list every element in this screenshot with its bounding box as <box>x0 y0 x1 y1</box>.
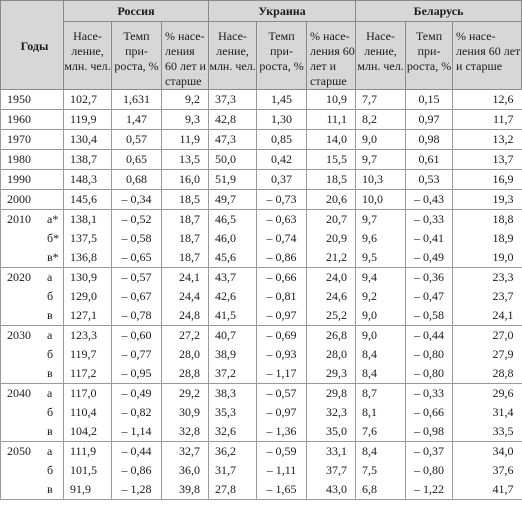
table-row <box>1 229 522 248</box>
russia-growth-rate-cell: – 0,82 <box>112 403 162 422</box>
russia-elderly-share-cell: 32,7 <box>162 442 209 462</box>
russia-growth-rate-cell: – 0,77 <box>112 345 162 364</box>
belarus-growth-rate-cell: – 1,22 <box>406 480 453 500</box>
ukraine-population-cell: 32,6 <box>209 422 257 442</box>
ukraine-growth-rate-cell: – 1,17 <box>257 364 307 384</box>
belarus-growth-rate-cell: – 0,66 <box>406 403 453 422</box>
table-row <box>1 364 522 384</box>
belarus-population-cell: 8,7 <box>356 384 406 404</box>
variant-label: в <box>47 366 53 380</box>
table-row <box>1 130 522 150</box>
russia-growth-rate-cell: – 0,60 <box>112 326 162 346</box>
russia-elderly-share-cell: 28,0 <box>162 345 209 364</box>
russia-elderly-share-cell: 18,7 <box>162 210 209 230</box>
subheader-population: Насе-ление, млн. чел. <box>209 22 257 90</box>
year-label: 1990 <box>7 172 31 186</box>
year-cell <box>1 190 64 210</box>
belarus-growth-rate-cell: – 0,43 <box>406 190 453 210</box>
variant-label: а <box>47 328 53 342</box>
subheader-growth-rate: Темп при-роста, % <box>257 22 307 90</box>
ukraine-population-cell: 38,9 <box>209 345 257 364</box>
variant-label: в* <box>47 250 59 264</box>
table-row <box>1 248 522 268</box>
belarus-population-cell: 10,3 <box>356 170 406 190</box>
russia-growth-rate-cell: 0,68 <box>112 170 162 190</box>
russia-elderly-share-cell: 9,2 <box>162 90 209 110</box>
ukraine-growth-rate-cell: – 0,97 <box>257 306 307 326</box>
year-label: 1980 <box>7 152 31 166</box>
table-row <box>1 170 522 190</box>
ukraine-elderly-share-cell: 35,0 <box>307 422 356 442</box>
belarus-growth-rate-cell: – 0,36 <box>406 268 453 288</box>
variant-label: в <box>47 308 53 322</box>
belarus-elderly-share-cell: 31,4 <box>453 403 522 422</box>
belarus-population-cell: 9,6 <box>356 229 406 248</box>
russia-growth-rate-cell: – 0,34 <box>112 190 162 210</box>
russia-growth-rate-cell: – 0,49 <box>112 384 162 404</box>
russia-population-cell: 102,7 <box>64 90 112 110</box>
russia-elderly-share-cell: 18,7 <box>162 248 209 268</box>
belarus-population-cell: 9,2 <box>356 287 406 306</box>
russia-population-cell: 138,1 <box>64 210 112 230</box>
variant-label: а* <box>47 212 59 226</box>
ukraine-elderly-share-cell: 37,7 <box>307 461 356 480</box>
russia-population-cell: 119,9 <box>64 110 112 130</box>
year-label: 2000 <box>7 192 31 206</box>
belarus-growth-rate-cell: – 0,80 <box>406 364 453 384</box>
subheader-population: Насе-ление, млн. чел. <box>356 22 406 90</box>
table-row <box>1 287 522 306</box>
ukraine-elderly-share-cell: 24,6 <box>307 287 356 306</box>
table-row <box>1 306 522 326</box>
ukraine-population-cell: 46,0 <box>209 229 257 248</box>
year-cell <box>1 130 64 150</box>
belarus-growth-rate-cell: – 0,80 <box>406 345 453 364</box>
year-label: 2050 <box>7 444 31 458</box>
belarus-population-cell: 6,8 <box>356 480 406 500</box>
subheader-elderly-share: % насе-ления 60 лет и старше <box>453 22 522 90</box>
russia-population-cell: 123,3 <box>64 326 112 346</box>
russia-population-cell: 145,6 <box>64 190 112 210</box>
russia-population-cell: 119,7 <box>64 345 112 364</box>
years-column-header: Годы <box>1 1 64 90</box>
table-row <box>1 110 522 130</box>
table-row <box>1 210 522 230</box>
russia-elderly-share-cell: 36,0 <box>162 461 209 480</box>
belarus-growth-rate-cell: – 0,33 <box>406 384 453 404</box>
belarus-growth-rate-cell: 0,53 <box>406 170 453 190</box>
russia-population-cell: 104,2 <box>64 422 112 442</box>
table-row <box>1 326 522 346</box>
belarus-growth-rate-cell: – 0,80 <box>406 461 453 480</box>
ukraine-elderly-share-cell: 33,1 <box>307 442 356 462</box>
ukraine-elderly-share-cell: 28,0 <box>307 345 356 364</box>
subheader-population: Насе-ление, млн. чел. <box>64 22 112 90</box>
belarus-elderly-share-cell: 34,0 <box>453 442 522 462</box>
ukraine-population-cell: 49,7 <box>209 190 257 210</box>
ukraine-elderly-share-cell: 10,9 <box>307 90 356 110</box>
belarus-population-cell: 8,4 <box>356 442 406 462</box>
year-cell <box>1 480 64 500</box>
ukraine-population-cell: 50,0 <box>209 150 257 170</box>
country-header-russia: Россия <box>64 1 209 22</box>
year-cell <box>1 287 64 306</box>
russia-population-cell: 91,9 <box>64 480 112 500</box>
russia-elderly-share-cell: 24,8 <box>162 306 209 326</box>
ukraine-population-cell: 42,8 <box>209 110 257 130</box>
ukraine-population-cell: 36,2 <box>209 442 257 462</box>
year-cell <box>1 326 64 346</box>
year-cell <box>1 442 64 462</box>
year-cell <box>1 345 64 364</box>
belarus-growth-rate-cell: 0,97 <box>406 110 453 130</box>
ukraine-population-cell: 51,9 <box>209 170 257 190</box>
belarus-population-cell: 8,4 <box>356 345 406 364</box>
table-row <box>1 480 522 500</box>
ukraine-growth-rate-cell: – 0,81 <box>257 287 307 306</box>
belarus-population-cell: 8,1 <box>356 403 406 422</box>
russia-population-cell: 148,3 <box>64 170 112 190</box>
belarus-elderly-share-cell: 23,3 <box>453 268 522 288</box>
russia-growth-rate-cell: 1,47 <box>112 110 162 130</box>
table-header <box>1 1 522 90</box>
year-cell <box>1 229 64 248</box>
variant-label: б <box>47 347 54 361</box>
variant-label: б <box>47 289 54 303</box>
year-label: 2010 <box>7 212 31 226</box>
belarus-growth-rate-cell: – 0,98 <box>406 422 453 442</box>
belarus-elderly-share-cell: 28,8 <box>453 364 522 384</box>
belarus-elderly-share-cell: 12,6 <box>453 90 522 110</box>
russia-elderly-share-cell: 32,8 <box>162 422 209 442</box>
belarus-elderly-share-cell: 23,7 <box>453 287 522 306</box>
russia-population-cell: 137,5 <box>64 229 112 248</box>
belarus-population-cell: 9,0 <box>356 130 406 150</box>
year-cell <box>1 461 64 480</box>
belarus-population-cell: 9,4 <box>356 268 406 288</box>
belarus-elderly-share-cell: 18,9 <box>453 229 522 248</box>
russia-growth-rate-cell: – 1,28 <box>112 480 162 500</box>
russia-population-cell: 117,0 <box>64 384 112 404</box>
ukraine-population-cell: 43,7 <box>209 268 257 288</box>
ukraine-population-cell: 35,3 <box>209 403 257 422</box>
russia-elderly-share-cell: 16,0 <box>162 170 209 190</box>
russia-elderly-share-cell: 39,8 <box>162 480 209 500</box>
belarus-elderly-share-cell: 37,6 <box>453 461 522 480</box>
belarus-elderly-share-cell: 24,1 <box>453 306 522 326</box>
russia-population-cell: 117,2 <box>64 364 112 384</box>
belarus-elderly-share-cell: 27,0 <box>453 326 522 346</box>
russia-elderly-share-cell: 13,5 <box>162 150 209 170</box>
ukraine-growth-rate-cell: 0,37 <box>257 170 307 190</box>
ukraine-elderly-share-cell: 29,8 <box>307 384 356 404</box>
russia-population-cell: 129,0 <box>64 287 112 306</box>
ukraine-growth-rate-cell: 1,30 <box>257 110 307 130</box>
russia-growth-rate-cell: – 0,58 <box>112 229 162 248</box>
year-cell <box>1 210 64 230</box>
belarus-growth-rate-cell: – 0,37 <box>406 442 453 462</box>
belarus-growth-rate-cell: 0,15 <box>406 90 453 110</box>
ukraine-growth-rate-cell: – 0,57 <box>257 384 307 404</box>
russia-elderly-share-cell: 9,3 <box>162 110 209 130</box>
ukraine-elderly-share-cell: 20,7 <box>307 210 356 230</box>
table-row <box>1 90 522 110</box>
russia-elderly-share-cell: 18,7 <box>162 229 209 248</box>
ukraine-growth-rate-cell: 0,85 <box>257 130 307 150</box>
variant-label: б <box>47 463 54 477</box>
belarus-elderly-share-cell: 33,5 <box>453 422 522 442</box>
variant-label: б <box>47 405 54 419</box>
ukraine-population-cell: 37,2 <box>209 364 257 384</box>
ukraine-population-cell: 42,6 <box>209 287 257 306</box>
year-cell <box>1 150 64 170</box>
ukraine-growth-rate-cell: 0,42 <box>257 150 307 170</box>
russia-population-cell: 127,1 <box>64 306 112 326</box>
russia-growth-rate-cell: – 0,67 <box>112 287 162 306</box>
country-header-ukraine: Украина <box>209 1 356 22</box>
table-row <box>1 403 522 422</box>
variant-label: б* <box>47 231 60 245</box>
year-label: 2020 <box>7 270 31 284</box>
year-cell <box>1 170 64 190</box>
year-cell <box>1 422 64 442</box>
belarus-growth-rate-cell: – 0,47 <box>406 287 453 306</box>
ukraine-elderly-share-cell: 25,2 <box>307 306 356 326</box>
table-row <box>1 461 522 480</box>
russia-population-cell: 110,4 <box>64 403 112 422</box>
russia-elderly-share-cell: 27,2 <box>162 326 209 346</box>
belarus-elderly-share-cell: 41,7 <box>453 480 522 500</box>
subheader-growth-rate: Темп при-роста, % <box>406 22 453 90</box>
ukraine-population-cell: 46,5 <box>209 210 257 230</box>
subheader-growth-rate: Темп при-роста, % <box>112 22 162 90</box>
russia-population-cell: 130,9 <box>64 268 112 288</box>
variant-label: а <box>47 386 53 400</box>
belarus-elderly-share-cell: 29,6 <box>453 384 522 404</box>
ukraine-elderly-share-cell: 32,3 <box>307 403 356 422</box>
russia-growth-rate-cell: – 0,52 <box>112 210 162 230</box>
russia-elderly-share-cell: 24,1 <box>162 268 209 288</box>
russia-elderly-share-cell: 18,5 <box>162 190 209 210</box>
belarus-population-cell: 7,6 <box>356 422 406 442</box>
ukraine-growth-rate-cell: – 1,11 <box>257 461 307 480</box>
belarus-population-cell: 9,7 <box>356 210 406 230</box>
country-header-belarus: Беларусь <box>356 1 522 22</box>
variant-label: а <box>47 270 53 284</box>
year-cell <box>1 364 64 384</box>
belarus-elderly-share-cell: 13,2 <box>453 130 522 150</box>
russia-growth-rate-cell: – 0,95 <box>112 364 162 384</box>
ukraine-elderly-share-cell: 24,0 <box>307 268 356 288</box>
belarus-elderly-share-cell: 13,7 <box>453 150 522 170</box>
ukraine-growth-rate-cell: – 1,36 <box>257 422 307 442</box>
belarus-growth-rate-cell: – 0,41 <box>406 229 453 248</box>
year-label: 1960 <box>7 112 31 126</box>
subheader-elderly-share: % насе-ления 60 лет и старше <box>307 22 356 90</box>
belarus-growth-rate-cell: 0,61 <box>406 150 453 170</box>
belarus-population-cell: 8,2 <box>356 110 406 130</box>
belarus-population-cell: 9,7 <box>356 150 406 170</box>
russia-population-cell: 130,4 <box>64 130 112 150</box>
russia-elderly-share-cell: 11,9 <box>162 130 209 150</box>
ukraine-growth-rate-cell: – 0,59 <box>257 442 307 462</box>
variant-label: в <box>47 424 53 438</box>
ukraine-elderly-share-cell: 26,8 <box>307 326 356 346</box>
russia-elderly-share-cell: 30,9 <box>162 403 209 422</box>
russia-growth-rate-cell: 0,65 <box>112 150 162 170</box>
belarus-population-cell: 9,5 <box>356 248 406 268</box>
russia-growth-rate-cell: – 1,14 <box>112 422 162 442</box>
year-label: 1970 <box>7 132 31 146</box>
belarus-population-cell: 9,0 <box>356 326 406 346</box>
variant-label: а <box>47 444 53 458</box>
belarus-population-cell: 8,4 <box>356 364 406 384</box>
table-row <box>1 345 522 364</box>
ukraine-elderly-share-cell: 15,5 <box>307 150 356 170</box>
ukraine-elderly-share-cell: 20,6 <box>307 190 356 210</box>
ukraine-elderly-share-cell: 21,2 <box>307 248 356 268</box>
belarus-population-cell: 10,0 <box>356 190 406 210</box>
russia-population-cell: 136,8 <box>64 248 112 268</box>
russia-growth-rate-cell: – 0,57 <box>112 268 162 288</box>
belarus-elderly-share-cell: 19,0 <box>453 248 522 268</box>
ukraine-population-cell: 45,6 <box>209 248 257 268</box>
russia-growth-rate-cell: – 0,78 <box>112 306 162 326</box>
year-label: 1950 <box>7 92 31 106</box>
ukraine-elderly-share-cell: 29,3 <box>307 364 356 384</box>
belarus-elderly-share-cell: 18,8 <box>453 210 522 230</box>
table-row <box>1 190 522 210</box>
russia-growth-rate-cell: – 0,44 <box>112 442 162 462</box>
russia-population-cell: 138,7 <box>64 150 112 170</box>
year-cell <box>1 248 64 268</box>
table-row <box>1 268 522 288</box>
belarus-population-cell: 7,5 <box>356 461 406 480</box>
belarus-elderly-share-cell: 11,7 <box>453 110 522 130</box>
russia-growth-rate-cell: – 0,65 <box>112 248 162 268</box>
table-row <box>1 150 522 170</box>
year-cell <box>1 90 64 110</box>
belarus-growth-rate-cell: – 0,49 <box>406 248 453 268</box>
year-cell <box>1 110 64 130</box>
ukraine-elderly-share-cell: 11,1 <box>307 110 356 130</box>
table-row <box>1 442 522 462</box>
ukraine-population-cell: 47,3 <box>209 130 257 150</box>
ukraine-growth-rate-cell: – 0,93 <box>257 345 307 364</box>
russia-population-cell: 111,9 <box>64 442 112 462</box>
ukraine-population-cell: 41,5 <box>209 306 257 326</box>
ukraine-elderly-share-cell: 14,0 <box>307 130 356 150</box>
ukraine-elderly-share-cell: 20,9 <box>307 229 356 248</box>
year-label: 2030 <box>7 328 31 342</box>
ukraine-growth-rate-cell: – 0,66 <box>257 268 307 288</box>
ukraine-elderly-share-cell: 18,5 <box>307 170 356 190</box>
ukraine-growth-rate-cell: – 0,69 <box>257 326 307 346</box>
year-cell <box>1 306 64 326</box>
table-row <box>1 422 522 442</box>
ukraine-population-cell: 38,3 <box>209 384 257 404</box>
ukraine-population-cell: 37,3 <box>209 90 257 110</box>
russia-elderly-share-cell: 29,2 <box>162 384 209 404</box>
subheader-elderly-share: % насе-ления 60 лет и старше <box>162 22 209 90</box>
ukraine-growth-rate-cell: – 1,65 <box>257 480 307 500</box>
ukraine-population-cell: 40,7 <box>209 326 257 346</box>
ukraine-elderly-share-cell: 43,0 <box>307 480 356 500</box>
ukraine-growth-rate-cell: – 0,86 <box>257 248 307 268</box>
belarus-elderly-share-cell: 16,9 <box>453 170 522 190</box>
belarus-population-cell: 9,0 <box>356 306 406 326</box>
belarus-population-cell: 7,7 <box>356 90 406 110</box>
russia-elderly-share-cell: 24,4 <box>162 287 209 306</box>
belarus-growth-rate-cell: – 0,58 <box>406 306 453 326</box>
ukraine-population-cell: 31,7 <box>209 461 257 480</box>
belarus-growth-rate-cell: 0,98 <box>406 130 453 150</box>
variant-label: в <box>47 482 53 496</box>
russia-growth-rate-cell: 0,57 <box>112 130 162 150</box>
ukraine-population-cell: 27,8 <box>209 480 257 500</box>
ukraine-growth-rate-cell: – 0,73 <box>257 190 307 210</box>
russia-population-cell: 101,5 <box>64 461 112 480</box>
ukraine-growth-rate-cell: – 0,63 <box>257 210 307 230</box>
ukraine-growth-rate-cell: 1,45 <box>257 90 307 110</box>
year-label: 2040 <box>7 386 31 400</box>
belarus-growth-rate-cell: – 0,33 <box>406 210 453 230</box>
ukraine-growth-rate-cell: – 0,74 <box>257 229 307 248</box>
russia-growth-rate-cell: 1,631 <box>112 90 162 110</box>
belarus-growth-rate-cell: – 0,44 <box>406 326 453 346</box>
belarus-elderly-share-cell: 27,9 <box>453 345 522 364</box>
table-row <box>1 384 522 404</box>
ukraine-growth-rate-cell: – 0,97 <box>257 403 307 422</box>
belarus-elderly-share-cell: 19,3 <box>453 190 522 210</box>
year-cell <box>1 268 64 288</box>
year-cell <box>1 384 64 404</box>
year-cell <box>1 403 64 422</box>
russia-elderly-share-cell: 28,8 <box>162 364 209 384</box>
russia-growth-rate-cell: – 0,86 <box>112 461 162 480</box>
table-body <box>1 90 522 500</box>
